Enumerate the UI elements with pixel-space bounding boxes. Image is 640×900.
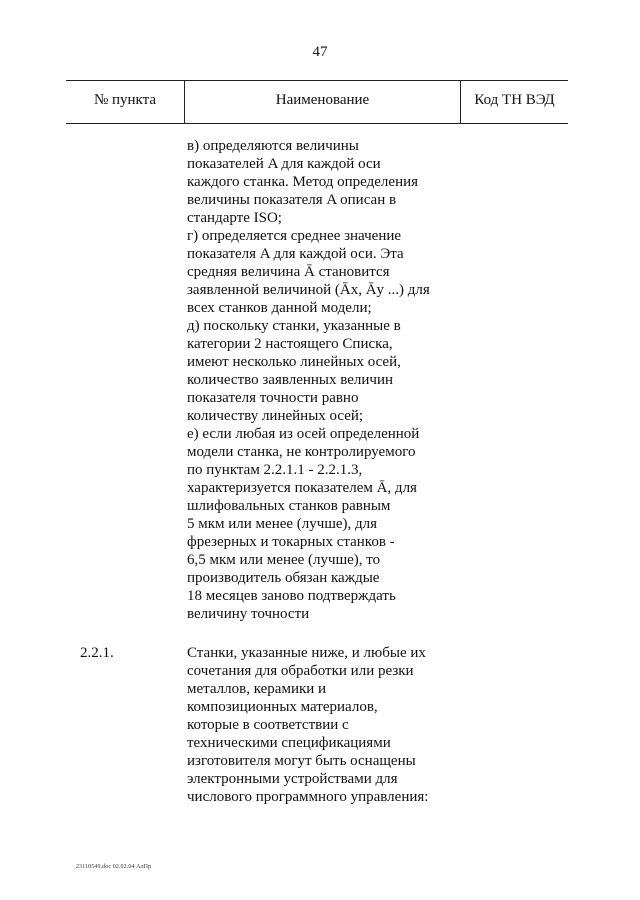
header-item-number: № пункта (93, 92, 157, 108)
text-line: Станки, указанные ниже, и любые их (187, 645, 426, 661)
text-line: электронными устройствами для (187, 771, 398, 787)
text-line: в) определяются величины (187, 138, 359, 154)
text-line: техническими спецификациями (187, 735, 391, 751)
text-line: величины показателя A описан в (187, 192, 397, 208)
text-line: средняя величина Ā становится (187, 264, 390, 280)
item-number-2-2-1: 2.2.1. (80, 645, 114, 661)
text-line: которые в соответствии с (187, 717, 349, 733)
header-code: Код ТН ВЭД (474, 92, 555, 108)
text-line: е) если любая из осей определенной (187, 426, 420, 442)
item-2-2-1-description (187, 644, 462, 806)
text-line: 18 месяцев заново подтверждать (187, 588, 396, 604)
text-line: всех станков данной модели; (187, 300, 372, 316)
text-line: количеству линейных осей; (187, 408, 364, 424)
text-line: категории 2 настоящего Списка, (187, 336, 393, 352)
text-line: показателя A для каждой оси. Эта (187, 246, 404, 262)
text-line: имеют несколько линейных осей, (187, 354, 401, 370)
footer-file-reference: 23110549.doc 02.02.04 АлПр (76, 864, 152, 870)
text-line: 6,5 мкм или менее (лучше), то (187, 552, 381, 568)
text-line: г) определяется среднее значение (187, 228, 402, 244)
text-line: модели станка, не контролируемого (187, 444, 416, 460)
page-number: 47 (312, 44, 328, 60)
text-line: композиционных материалов, (187, 699, 378, 715)
text-line: по пунктам 2.2.1.1 - 2.2.1.3, (187, 462, 363, 478)
text-line: характеризуется показателем Ā, для (187, 480, 417, 496)
text-line: производитель обязан каждые (187, 570, 380, 586)
text-line: шлифовальных станков равным (187, 498, 391, 514)
text-line: д) поскольку станки, указанные в (187, 318, 401, 334)
text-line: 5 мкм или менее (лучше), для (187, 516, 378, 532)
table-top-rule (66, 80, 568, 81)
text-line: изготовителя могут быть оснащены (187, 753, 416, 769)
text-line: числового программного управления: (187, 789, 429, 805)
text-line: стандарте ISO; (187, 210, 282, 226)
text-line: показателей A для каждой оси (187, 156, 381, 172)
table-header-bottom-rule (66, 123, 568, 124)
text-line: фрезерных и токарных станков - (187, 534, 395, 550)
header-name: Наименование (275, 92, 370, 108)
text-line: сочетания для обработки или резки (187, 663, 414, 679)
text-line: каждого станка. Метод определения (187, 174, 419, 190)
text-line: металлов, керамики и (187, 681, 327, 697)
text-line: величину точности (187, 606, 310, 622)
continuation-text (187, 137, 462, 623)
text-line: заявленной величиной (Āx, Āy ...) для (187, 282, 430, 298)
text-line: количество заявленных величин (187, 372, 394, 388)
text-line: показателя точности равно (187, 390, 359, 406)
